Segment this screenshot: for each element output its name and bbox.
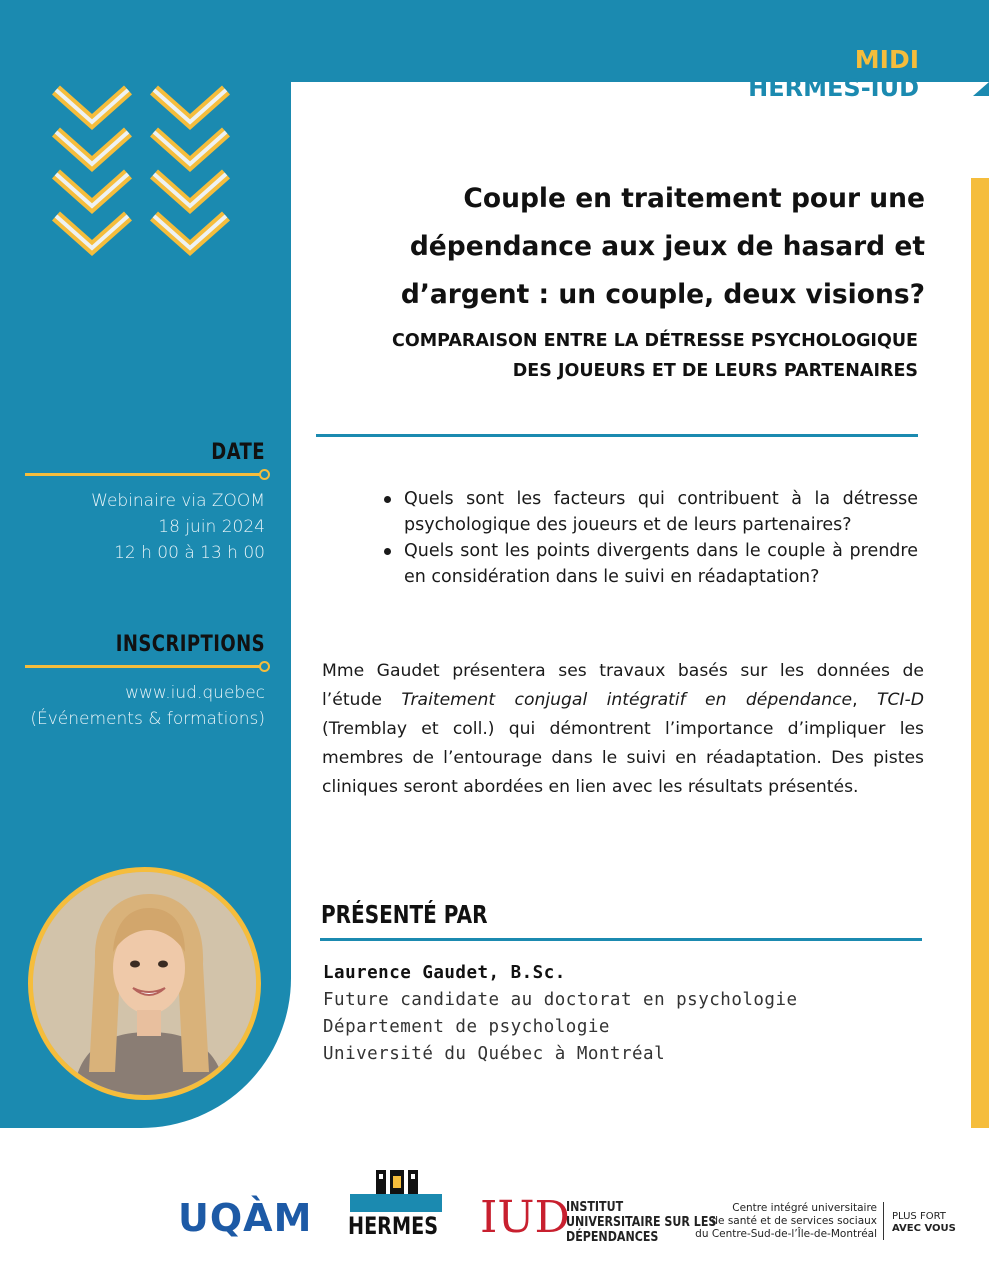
ciusss-logo [695,1202,877,1241]
question-item: Quels sont les points divergents dans le couple à prendre en considération dans le suivi en réadaptation? [382,538,918,590]
hermes-logo [346,1168,446,1244]
title-line-2: dépendance aux jeux de hasard et [409,231,925,262]
series-label-hermes-iud: HERMES-IUD [748,73,919,102]
ciusss-line-1: Centre intégré universitaire [732,1202,877,1214]
hermes-wordmark: HERMES [348,1212,439,1240]
iud-text-line-1: INSTITUT [566,1199,624,1215]
accent-bar [971,178,989,1128]
date-block [20,440,265,566]
subtitle-line-1: COMPARAISON ENTRE LA DÉTRESSE PSYCHOLOGIQUE [392,331,918,351]
chevron-pattern-icon [50,82,240,272]
iud-mark: IUD [480,1192,570,1243]
subtitle-line-2: DES JOUEURS ET DE LEURS PARTENAIRES [512,361,918,381]
hermes-mark-icon [346,1168,446,1214]
ciusss-line-3: du Centre-Sud-de-l’Île-de-Montréal [695,1228,877,1240]
uqam-logo: UQÀM [178,1196,313,1240]
ciusss-line-2: de santé et de services sociaux [711,1215,877,1227]
date-format: Webinaire via ZOOM [91,491,265,511]
date-time: 12 h 00 à 13 h 00 [114,543,265,563]
plus-fort-line-2: AVEC VOUS [892,1223,956,1234]
description-part-1: Mme Gaudet présentera ses travaux basés sur les données de l’étude [322,661,924,710]
corner-triangle [973,82,989,96]
iud-text-line-3: DÉPENDANCES [566,1229,659,1245]
date-details [20,488,265,566]
presenter-role: Future candidate au doctorat en psychologie [323,990,798,1010]
question-list [382,486,918,590]
presenter-name: Laurence Gaudet, B.Sc. [323,963,566,983]
title-line-1: Couple en traitement pour une [463,183,925,214]
talk-description [322,657,924,802]
date-divider [25,473,265,476]
description-part-2: , [852,690,877,710]
presented-by-heading: PRÉSENTÉ PAR [321,900,488,929]
date-heading: DATE [211,440,265,465]
talk-title [330,175,925,319]
inscriptions-details [20,680,265,732]
study-name: Traitement conjugal intégratif en dépendance [401,690,853,710]
question-item: Quels sont les facteurs qui contribuent à la détresse psychologique des joueurs et de leurs partenaires? [382,486,918,538]
presenter-photo [28,867,261,1100]
talk-subtitle [300,326,918,386]
presenter-university: Université du Québec à Montréal [323,1044,666,1064]
event-series-tag [748,46,919,102]
plus-fort-logo [892,1211,956,1235]
description-part-3: (Tremblay et coll.) qui démontrent l’importance d’impliquer les membres de l’entourage dans le suivi en réadaptation. Des pistes cliniques seront abordées en lien avec les résultats présentés. [322,719,924,797]
title-divider [316,434,918,437]
study-acronym: TCI-D [876,690,924,710]
presenter-divider [320,938,922,941]
inscriptions-block [20,632,265,732]
inscriptions-note: (Événements & formations) [30,709,265,729]
presenter-info [323,960,798,1068]
iud-logo-text [566,1200,716,1245]
presenter-department: Département de psychologie [323,1017,610,1037]
logo-separator [883,1202,884,1240]
inscriptions-heading: INSCRIPTIONS [115,632,265,657]
iud-text-line-2: UNIVERSITAIRE SUR LES [566,1214,717,1230]
presenter-portrait-icon [33,872,261,1100]
series-label-midi: MIDI [854,45,919,74]
title-line-3: d’argent : un couple, deux visions? [400,279,925,310]
inscriptions-link[interactable]: www.iud.quebec [125,683,265,703]
plus-fort-line-1: PLUS FORT [892,1211,946,1222]
date-day: 18 juin 2024 [158,517,265,537]
inscriptions-divider [25,665,265,668]
